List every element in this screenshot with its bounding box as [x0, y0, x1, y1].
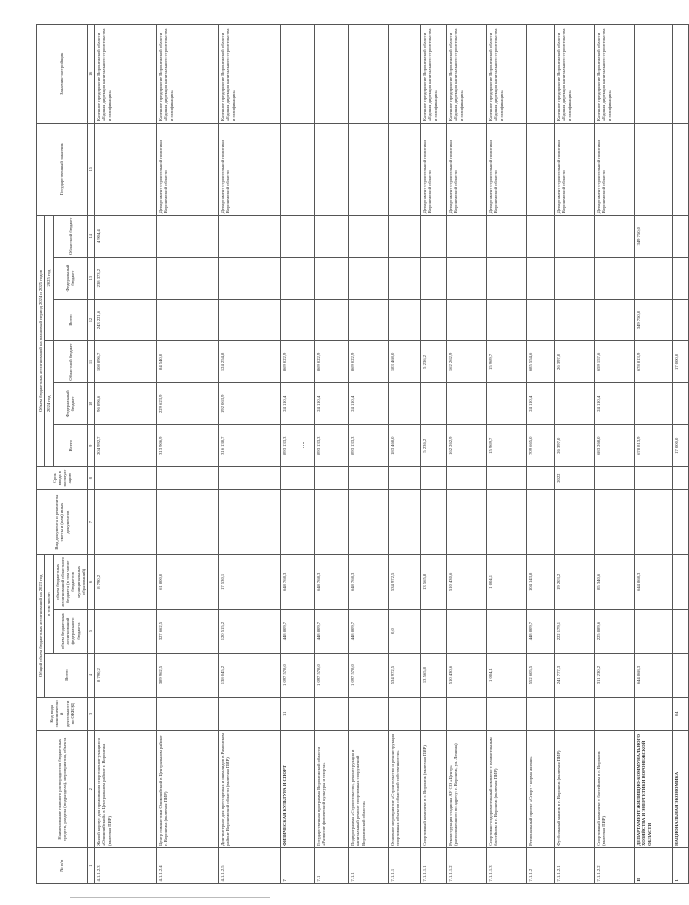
- row-zastroishik-cell: Казенное предприятие Воронежской области «Единая дирекция капитального строительства и газификации»: [595, 25, 635, 124]
- header-fed-2023: объем бюджетных ассигнований федерального бюджета: [53, 609, 88, 653]
- row-doc-cell: [389, 490, 421, 555]
- row-srok-cell: [527, 467, 555, 490]
- index-cell: 1: [88, 848, 95, 884]
- row-number-cell: 7.1.1: [349, 848, 389, 884]
- row-number-cell: 7: [281, 848, 315, 884]
- row-total-2023-cell: 1 097 578,0: [315, 653, 349, 697]
- row-fed-2023-cell: [673, 609, 689, 653]
- header-total-2023: Общий объем бюджетных ассигнований на 2023 год: [37, 555, 45, 697]
- header-plan: Объем бюджетных ассигнований на плановый период 2024 и 2025 годов: [37, 215, 45, 466]
- row-name-cell: Центр гимнастики Олимпийский в Центральном районе г. Воронежа (включая ПИР): [157, 731, 219, 848]
- row-zakazchik-cell: Департамент строительной политики Воронежской области: [219, 123, 281, 215]
- table-row: [673, 25, 689, 884]
- row-total-2023-cell: 138 045,2: [219, 653, 281, 697]
- row-fed-2025-cell: [349, 257, 389, 299]
- row-name-cell: Футбольный манеж в г. Воронеж (включая ПИР): [555, 731, 595, 848]
- row-fed-2023-cell: 327 662,5: [157, 609, 219, 653]
- row-obl-2023-cell: 85 340,6: [595, 555, 635, 609]
- row-fed-2024-cell: [421, 383, 447, 425]
- row-obl-2024-cell: 108 896,7: [95, 341, 157, 383]
- scan-mark: [303, 442, 306, 448]
- row-kod-cell: [595, 697, 635, 731]
- row-fed-2024-cell: 229 623,9: [157, 383, 219, 425]
- row-total-2024-cell: 204 992,7: [95, 425, 157, 467]
- row-srok-cell: [349, 467, 389, 490]
- row-fed-2023-cell: 448 809,7: [281, 609, 315, 653]
- index-cell: 5: [88, 609, 95, 653]
- row-kod-cell: [95, 697, 157, 731]
- row-total-2024-cell: 15 969,7: [487, 425, 527, 467]
- row-obl-2024-cell: 162 262,9: [447, 341, 487, 383]
- row-zastroishik-cell: [673, 25, 689, 124]
- table-row: [389, 25, 421, 884]
- row-zastroishik-cell: [527, 25, 555, 124]
- row-number-cell: 7.1.1.2: [527, 848, 555, 884]
- row-obl-2025-cell: [157, 215, 219, 257]
- row-fed-2024-cell: 24 110,4: [595, 383, 635, 425]
- row-obl-2025-cell: [673, 215, 689, 257]
- row-total-2023-cell: 241 777,3: [555, 653, 595, 697]
- index-cell: 16: [88, 25, 95, 124]
- row-fed-2023-cell: [95, 609, 157, 653]
- header-2024-total: Всего: [53, 425, 88, 467]
- row-kod-cell: 04: [673, 697, 689, 731]
- row-kod-cell: [487, 697, 527, 731]
- row-number-cell: 7.1: [315, 848, 349, 884]
- row-total-2023-cell: 311 230,2: [595, 653, 635, 697]
- table-row: [157, 25, 219, 884]
- header-2025-obl: Областной бюджет: [53, 215, 88, 257]
- index-row: [88, 25, 95, 884]
- index-cell: 9: [88, 425, 95, 467]
- row-total-2025-cell: [315, 299, 349, 341]
- index-cell: 14: [88, 215, 95, 257]
- row-total-2023-cell: 1 097 578,0: [281, 653, 315, 697]
- row-obl-2024-cell: 659 157,6: [595, 341, 635, 383]
- row-zastroishik-cell: [281, 25, 315, 124]
- row-srok-cell: [281, 467, 315, 490]
- row-obl-2023-cell: 17 530,1: [219, 555, 281, 609]
- row-obl-2024-cell: 869 022,9: [315, 341, 349, 383]
- row-number-cell: 7.1.1.1.3: [487, 848, 527, 884]
- row-total-2023-cell: 8 790,2: [95, 653, 157, 697]
- index-cell: 11: [88, 341, 95, 383]
- index-cell: 15: [88, 123, 95, 215]
- row-obl-2024-cell: 84 540,0: [157, 341, 219, 383]
- index-cell: 3: [88, 697, 95, 731]
- row-srok-cell: [595, 467, 635, 490]
- row-obl-2023-cell: 534 972,5: [389, 555, 421, 609]
- row-total-2024-cell: 5 236,2: [421, 425, 447, 467]
- row-zakazchik-cell: Департамент строительной политики Воронежской области: [447, 123, 487, 215]
- row-name-cell: Спортивно-оздоровительный комплекс с плавательным бассейном в г. Воронеж (включая ПИР): [487, 731, 527, 848]
- row-obl-2023-cell: 644 868,3: [635, 555, 673, 609]
- table-row: [349, 25, 389, 884]
- row-total-2023-cell: 552 605,5: [527, 653, 555, 697]
- row-total-2023-cell: 389 962,5: [157, 653, 219, 697]
- row-zastroishik-cell: Казенное предприятие Воронежской области «Единая дирекция капитального строительства и газификации»: [95, 25, 157, 124]
- index-cell: 12: [88, 299, 95, 341]
- row-total-2025-cell: [527, 299, 555, 341]
- row-obl-2025-cell: [219, 215, 281, 257]
- row-obl-2025-cell: [527, 215, 555, 257]
- row-kod-cell: [315, 697, 349, 731]
- row-obl-2023-cell: [673, 555, 689, 609]
- row-obl-2025-cell: [281, 215, 315, 257]
- index-cell: 2: [88, 731, 95, 848]
- row-fed-2025-cell: [389, 257, 421, 299]
- row-doc-cell: [595, 490, 635, 555]
- row-obl-2025-cell: [447, 215, 487, 257]
- row-srok-cell: [219, 467, 281, 490]
- row-name-cell: НАЦИОНАЛЬНАЯ ЭКОНОМИКА: [673, 731, 689, 848]
- row-doc-cell: [95, 490, 157, 555]
- row-total-2024-cell: 683 268,0: [595, 425, 635, 467]
- row-name-cell: Спортивный комплекс в г. Воронеж (включая ПИР): [421, 731, 447, 848]
- row-obl-2023-cell: 648 768,3: [281, 555, 315, 609]
- table-row: [555, 25, 595, 884]
- row-total-2024-cell: 183 468,0: [389, 425, 421, 467]
- table-row: [447, 25, 487, 884]
- header-kod: Код вида экономической деятельности по ОКВЭД: [37, 697, 88, 731]
- row-name-cell: Реконструкция стадиона АУ СО «Центр» (расположенного по адресу: г. Воронеж, ул. Ленина): [447, 731, 487, 848]
- header-doc: Вид документа и реквизиты сметы и (или) иных документов: [37, 490, 88, 555]
- index-cell: 6: [88, 555, 95, 609]
- row-zastroishik-cell: Казенное предприятие Воронежской области «Единая дирекция капитального строительства и газификации»: [157, 25, 219, 124]
- row-zastroishik-cell: Казенное предприятие Воронежской области «Единая дирекция капитального строительства и газификации»: [555, 25, 595, 124]
- row-fed-2023-cell: [421, 609, 447, 653]
- row-name-cell: Жилой корпус для проживания спортсменов-учащихся «Олимпийский» в Центральном районе г. Воронежа (включая ПИР): [95, 731, 157, 848]
- row-fed-2023-cell: 222 179,1: [555, 609, 595, 653]
- row-zastroishik-cell: [349, 25, 389, 124]
- row-obl-2024-cell: 678 813,9: [635, 341, 673, 383]
- row-obl-2023-cell: 1 004,1: [487, 555, 527, 609]
- row-fed-2023-cell: [447, 609, 487, 653]
- header-2025-total: Всего: [53, 299, 88, 341]
- row-fed-2025-cell: [595, 257, 635, 299]
- header-srok: Срок ввода в эксплуатацию: [37, 467, 88, 490]
- row-doc-cell: [487, 490, 527, 555]
- row-fed-2024-cell: 192 063,9: [219, 383, 281, 425]
- row-fed-2024-cell: [447, 383, 487, 425]
- row-doc-cell: [527, 490, 555, 555]
- row-total-2024-cell: 162 262,9: [447, 425, 487, 467]
- row-fed-2025-cell: [219, 257, 281, 299]
- row-fed-2023-cell: 0,0: [389, 609, 421, 653]
- row-fed-2023-cell: [635, 609, 673, 653]
- row-zakazchik-cell: Департамент строительной политики Воронежской области: [595, 123, 635, 215]
- row-name-cell: Дом-интернат для престарелых и инвалидов в Рамонском районе Воронежской области (включая ПИР): [219, 731, 281, 848]
- row-obl-2025-cell: [389, 215, 421, 257]
- row-fed-2024-cell: 24 110,4: [349, 383, 389, 425]
- row-total-2023-cell: [673, 653, 689, 697]
- table-row: [315, 25, 349, 884]
- row-obl-2025-cell: [421, 215, 447, 257]
- index-cell: 8: [88, 467, 95, 490]
- row-srok-cell: 2022: [555, 467, 595, 490]
- row-fed-2024-cell: 96 096,6: [95, 383, 157, 425]
- header-2025-fed: Федеральный бюджет: [53, 257, 88, 299]
- row-total-2024-cell: 26 397,0: [555, 425, 595, 467]
- row-zakazchik-cell: [635, 123, 673, 215]
- row-total-2025-cell: [421, 299, 447, 341]
- row-total-2024-cell: 313 906,9: [157, 425, 219, 467]
- row-fed-2024-cell: [487, 383, 527, 425]
- header-zastroishik: Заказчик-застройщик: [37, 25, 88, 124]
- row-obl-2025-cell: [349, 215, 389, 257]
- row-total-2024-cell: 893 133,3: [281, 425, 315, 467]
- row-name-cell: ДЕПАРТАМЕНТ ЖИЛИЩНО-КОММУНАЛЬНОГО ХОЗЯЙСТВА И ЭНЕРГЕТИКИ ВОРОНЕЖСКОЙ ОБЛАСТИ: [635, 731, 673, 848]
- row-obl-2025-cell: [487, 215, 527, 257]
- table-row: [527, 25, 555, 884]
- row-obl-2025-cell: 4 904,4: [95, 215, 157, 257]
- row-zakazchik-cell: [527, 123, 555, 215]
- row-zakazchik-cell: [389, 123, 421, 215]
- row-srok-cell: [389, 467, 421, 490]
- row-obl-2024-cell: 124 254,8: [219, 341, 281, 383]
- row-total-2024-cell: 678 813,9: [635, 425, 673, 467]
- row-total-2025-cell: [349, 299, 389, 341]
- header-num: № п/п: [37, 848, 88, 884]
- row-number-cell: 4.1.1.2.3: [95, 848, 157, 884]
- row-total-2023-cell: 1 097 578,0: [349, 653, 389, 697]
- row-doc-cell: [447, 490, 487, 555]
- row-doc-cell: [281, 490, 315, 555]
- row-total-2023-cell: 644 868,3: [635, 653, 673, 697]
- row-fed-2023-cell: 225 889,6: [595, 609, 635, 653]
- row-fed-2024-cell: [555, 383, 595, 425]
- row-number-cell: 7.1.1.1.1: [421, 848, 447, 884]
- row-total-2023-cell: 1 004,1: [487, 653, 527, 697]
- row-fed-2024-cell: [673, 383, 689, 425]
- row-zakazchik-cell: [95, 123, 157, 215]
- row-obl-2023-cell: 19 203,2: [555, 555, 595, 609]
- row-number-cell: II: [635, 848, 673, 884]
- row-fed-2025-cell: 238 373,2: [95, 257, 157, 299]
- row-doc-cell: [635, 490, 673, 555]
- header-total-all: Всего: [45, 653, 88, 697]
- row-fed-2025-cell: [157, 257, 219, 299]
- row-fed-2024-cell: [635, 383, 673, 425]
- row-zastroishik-cell: Казенное предприятие Воронежской области «Единая дирекция капитального строительства и газификации»: [487, 25, 527, 124]
- header-2024-obl: Областной бюджет: [53, 341, 88, 383]
- row-number-cell: 1: [673, 848, 689, 884]
- index-cell: 4: [88, 653, 95, 697]
- row-kod-cell: [527, 697, 555, 731]
- row-obl-2023-cell: 61 800,0: [157, 555, 219, 609]
- row-zakazchik-cell: Департамент строительной политики Воронежской области: [555, 123, 595, 215]
- row-total-2025-cell: [673, 299, 689, 341]
- row-doc-cell: [555, 490, 595, 555]
- row-zakazchik-cell: Департамент строительной политики Воронежской области: [421, 123, 447, 215]
- index-cell: 7: [88, 490, 95, 555]
- row-obl-2024-cell: 685 554,6: [527, 341, 555, 383]
- row-name-cell: ФИЗИЧЕСКАЯ КУЛЬТУРА И СПОРТ: [281, 731, 315, 848]
- row-zastroishik-cell: [315, 25, 349, 124]
- row-srok-cell: [315, 467, 349, 490]
- row-zastroishik-cell: [635, 25, 673, 124]
- row-number-cell: 4.1.1.2.4: [157, 848, 219, 884]
- row-srok-cell: [673, 467, 689, 490]
- row-fed-2023-cell: 448 809,7: [315, 609, 349, 653]
- row-number-cell: 7.1.1.2.2: [595, 848, 635, 884]
- row-zakazchik-cell: [673, 123, 689, 215]
- row-name-cell: Региональный проект «Спорт - норма жизни»: [527, 731, 555, 848]
- row-name-cell: Подпрограмма «Строительство, реконструкция и капитальный ремонт спортивных сооружений Воронежской области»: [349, 731, 389, 848]
- header-2024: 2024 год: [45, 341, 53, 467]
- row-obl-2024-cell: 183 468,0: [389, 341, 421, 383]
- row-fed-2025-cell: [447, 257, 487, 299]
- row-fed-2023-cell: 120 515,2: [219, 609, 281, 653]
- index-cell: 10: [88, 383, 95, 425]
- row-total-2025-cell: [595, 299, 635, 341]
- row-total-2025-cell: [281, 299, 315, 341]
- row-kod-cell: [219, 697, 281, 731]
- row-obl-2023-cell: 648 768,3: [315, 555, 349, 609]
- row-fed-2025-cell: [635, 257, 673, 299]
- table-row: [421, 25, 447, 884]
- row-zakazchik-cell: [315, 123, 349, 215]
- row-zastroishik-cell: [389, 25, 421, 124]
- row-srok-cell: [421, 467, 447, 490]
- row-kod-cell: [349, 697, 389, 731]
- header-incl: в том числе:: [45, 555, 53, 653]
- row-name-cell: Спортивный комплекс с бассейном в г. Воронеж (включая ПИР): [595, 731, 635, 848]
- table-row: [595, 25, 635, 884]
- row-obl-2024-cell: 26 397,0: [555, 341, 595, 383]
- row-number-cell: 7.1.1.1.2: [447, 848, 487, 884]
- row-obl-2024-cell: 869 022,9: [349, 341, 389, 383]
- row-obl-2025-cell: [595, 215, 635, 257]
- row-total-2023-cell: 510 430,6: [447, 653, 487, 697]
- row-zastroishik-cell: Казенное предприятие Воронежской области «Единая дирекция капитального строительства и газификации»: [447, 25, 487, 124]
- row-kod-cell: [555, 697, 595, 731]
- table-body: [95, 25, 689, 884]
- row-total-2025-cell: [555, 299, 595, 341]
- table-row: [281, 25, 315, 884]
- row-name-cell: Основное мероприятие «Строительство и реконструкция спортивных объектов областной собственности»: [389, 731, 421, 848]
- row-kod-cell: [157, 697, 219, 731]
- row-number-cell: 7.1.1.1: [389, 848, 421, 884]
- row-fed-2024-cell: 24 110,4: [315, 383, 349, 425]
- row-fed-2025-cell: [527, 257, 555, 299]
- table-row: [219, 25, 281, 884]
- row-kod-cell: 11: [281, 697, 315, 731]
- row-fed-2023-cell: [487, 609, 527, 653]
- row-zakazchik-cell: [349, 123, 389, 215]
- row-zastroishik-cell: Казенное предприятие Воронежской области «Единая дирекция капитального строительства и газификации»: [219, 25, 281, 124]
- row-srok-cell: [157, 467, 219, 490]
- row-fed-2024-cell: [389, 383, 421, 425]
- row-zakazchik-cell: Департамент строительной политики Воронежской области: [487, 123, 527, 215]
- budget-table: [36, 24, 689, 884]
- row-obl-2025-cell: [555, 215, 595, 257]
- row-doc-cell: [673, 490, 689, 555]
- row-total-2024-cell: 893 133,3: [315, 425, 349, 467]
- index-cell: 13: [88, 257, 95, 299]
- row-number-cell: 7.1.1.2.1: [555, 848, 595, 884]
- row-fed-2025-cell: [281, 257, 315, 299]
- row-fed-2025-cell: [487, 257, 527, 299]
- row-total-2025-cell: [389, 299, 421, 341]
- row-zakazchik-cell: Департамент строительной политики Воронежской области: [157, 123, 219, 215]
- row-srok-cell: [447, 467, 487, 490]
- row-kod-cell: [635, 697, 673, 731]
- row-doc-cell: [315, 490, 349, 555]
- row-total-2025-cell: [219, 299, 281, 341]
- row-fed-2025-cell: [555, 257, 595, 299]
- row-srok-cell: [635, 467, 673, 490]
- header-2025: 2025 год: [45, 215, 53, 341]
- row-obl-2023-cell: 510 430,6: [447, 555, 487, 609]
- row-srok-cell: [487, 467, 527, 490]
- row-doc-cell: [219, 490, 281, 555]
- row-fed-2025-cell: [315, 257, 349, 299]
- row-obl-2024-cell: 17 000,0: [673, 341, 689, 383]
- row-total-2023-cell: 13 565,8: [421, 653, 447, 697]
- row-fed-2025-cell: [673, 257, 689, 299]
- row-fed-2023-cell: 448 809,7: [527, 609, 555, 653]
- row-total-2025-cell: [487, 299, 527, 341]
- row-kod-cell: [389, 697, 421, 731]
- row-number-cell: 4.1.1.2.5: [219, 848, 281, 884]
- header-name: Наименование главного распорядителя бюджетных средств, раздела (подраздела), мероприятия, объекта: [37, 731, 88, 848]
- row-total-2024-cell: 709 665,0: [527, 425, 555, 467]
- row-doc-cell: [349, 490, 389, 555]
- row-name-cell: Государственная программа Воронежской области «Развитие физической культуры и спорта»: [315, 731, 349, 848]
- row-srok-cell: [95, 467, 157, 490]
- row-total-2025-cell: [447, 299, 487, 341]
- table-row: [635, 25, 673, 884]
- row-obl-2023-cell: 8 790,2: [95, 555, 157, 609]
- row-total-2025-cell: 349 750,0: [635, 299, 673, 341]
- scan-edge-line: [70, 897, 270, 898]
- row-total-2023-cell: 534 972,5: [389, 653, 421, 697]
- row-total-2024-cell: 316 138,7: [219, 425, 281, 467]
- row-obl-2024-cell: 869 022,9: [281, 341, 315, 383]
- row-obl-2025-cell: 349 750,0: [635, 215, 673, 257]
- row-kod-cell: [421, 697, 447, 731]
- row-fed-2024-cell: 24 110,4: [527, 383, 555, 425]
- row-obl-2025-cell: [315, 215, 349, 257]
- row-doc-cell: [421, 490, 447, 555]
- row-doc-cell: [157, 490, 219, 555]
- table-row: [487, 25, 527, 884]
- table-row: [95, 25, 157, 884]
- row-obl-2024-cell: 5 236,2: [421, 341, 447, 383]
- row-fed-2023-cell: 448 809,7: [349, 609, 389, 653]
- row-total-2024-cell: 893 133,3: [349, 425, 389, 467]
- row-kod-cell: [447, 697, 487, 731]
- header-zakazchik: Государственный заказчик: [37, 123, 88, 215]
- header-obl-2023: объем бюджетных ассигнований областного бюджета (в том числе бюджетов муниципальных образований): [53, 555, 88, 609]
- header-2024-fed: Федеральный бюджет: [53, 383, 88, 425]
- row-fed-2024-cell: 24 110,4: [281, 383, 315, 425]
- row-total-2025-cell: [157, 299, 219, 341]
- row-fed-2025-cell: [421, 257, 447, 299]
- row-zastroishik-cell: Казенное предприятие Воронежской области «Единая дирекция капитального строительства и газификации»: [421, 25, 447, 124]
- row-obl-2023-cell: 648 768,3: [349, 555, 389, 609]
- row-zakazchik-cell: [281, 123, 315, 215]
- row-total-2025-cell: 243 221,6: [95, 299, 157, 341]
- row-obl-2024-cell: 15 969,7: [487, 341, 527, 383]
- row-obl-2023-cell: 13 565,8: [421, 555, 447, 609]
- row-obl-2023-cell: 104 143,8: [527, 555, 555, 609]
- row-total-2024-cell: 17 000,0: [673, 425, 689, 467]
